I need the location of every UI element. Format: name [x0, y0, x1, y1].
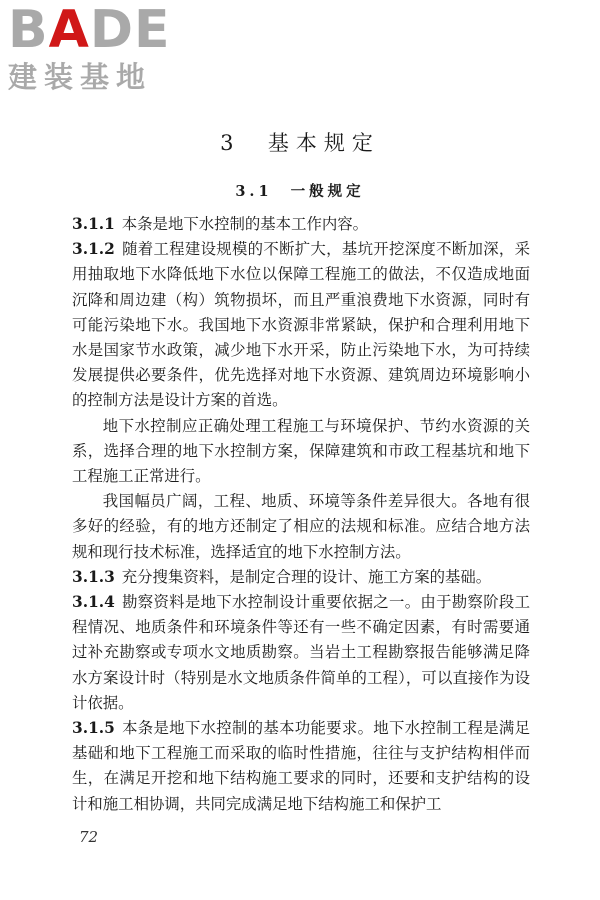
logo-letters-de: DE — [89, 0, 171, 60]
page-number: 72 — [79, 828, 99, 846]
clause-number: 3.1.4 — [72, 593, 115, 612]
clause-3-1-4 — [72, 590, 530, 716]
paragraph — [72, 489, 530, 565]
logo-letter-a: A — [48, 0, 90, 60]
clause-3-1-1 — [72, 212, 530, 237]
clause-number: 3.1.3 — [72, 567, 115, 586]
clause-text: 本条是地下水控制的基本功能要求。地下水控制工程是满足基础和地下工程施工而采取的临时性措施，往往与支护结构相伴而生，在满足开挖和地下结构施工要求的同时，还要和支护结构的设计和施工相协调，共同完成满足地下结构施工和保护工 — [72, 719, 530, 813]
clause-text: 本条是地下水控制的基本工作内容。 — [121, 215, 369, 233]
section-title: 3.1 一般规定 — [235, 183, 365, 200]
clause-number: 3.1.2 — [72, 240, 115, 259]
clause-3-1-2 — [72, 237, 530, 413]
clause-text: 充分搜集资料，是制定合理的设计、施工方案的基础。 — [121, 567, 492, 586]
bade-logo — [8, 0, 178, 96]
logo-letter-b: B — [8, 0, 49, 60]
body-text — [72, 212, 530, 817]
paragraph — [72, 414, 530, 490]
clause-number: 3.1.1 — [72, 215, 115, 233]
clause-number: 3.1.5 — [72, 719, 115, 738]
clause-text: 勘察资料是地下水控制设计重要依据之一。由于勘察阶段工程情况、地质条件和环境条件等还有一些不确定因素，有时需要通过补充勘察或专项水文地质勘察。当岩土工程勘察报告能够满足降水方案设计时（特别是水文地质条件简单的工程），可以直接作为设计依据。 — [72, 593, 530, 712]
clause-text: 随着工程建设规模的不断扩大，基坑开挖深度不断加深，采用抽取地下水降低地下水位以保障工程施工的做法，不仅造成地面沉降和周边建（构）筑物损坏，而且严重浪费地下水资源，同时有可能污染地下水。我国地下水资源非常紧缺，保护和合理利用地下水是国家节水政策，减少地下水开采，防止污染地下水，为可持续发展提供必要条件，优先选择对地下水资源、建筑周边环境影响小的控制方法是设计方案的首选。 — [72, 240, 530, 410]
clause-3-1-5 — [72, 716, 530, 817]
logo-wordmark — [8, 0, 178, 60]
paragraph-text: 地下水控制应正确处理工程施工与环境保护、节约水资源的关系，选择合理的地下水控制方案，保障建筑和市政工程基坑和地下工程施工正常进行。 — [72, 416, 530, 486]
paragraph-text: 我国幅员广阔，工程、地质、环境等条件差异很大。各地有很多好的经验，有的地方还制定了相应的法规和标准。应结合地方法规和现行技术标准，选择适宜的地下水控制方法。 — [72, 492, 530, 561]
logo-subtitle: 建装基地 — [8, 60, 153, 94]
chapter-title: 3 基本规定 — [220, 131, 380, 155]
clause-3-1-3 — [72, 565, 530, 590]
